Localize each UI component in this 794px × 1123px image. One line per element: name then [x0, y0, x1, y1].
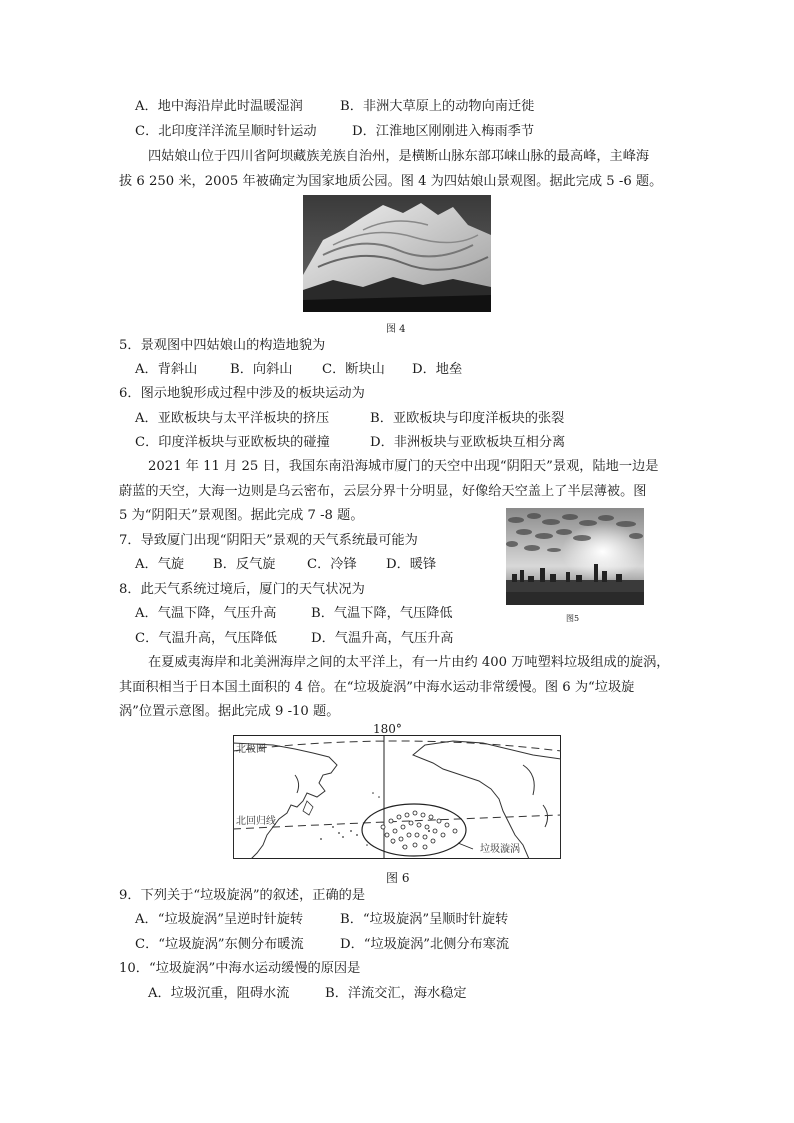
q8-option-b: B．气温下降，气压降低 — [311, 606, 453, 621]
q4-option-b: B．非洲大草原上的动物向南迁徙 — [340, 99, 535, 114]
intro-yinyang-line1: 2021 年 11 月 25 日，我国东南沿海城市厦门的天空中出现“阴阳天”景观，陆地一边是 — [148, 459, 659, 474]
intro-siguniang-line2: 拔 6 250 米，2005 年被确定为国家地质公园。图 4 为四姑娘山景观图。据此完成 5 -6 题。 — [119, 174, 663, 189]
q9-option-b: B．“垃圾旋涡”呈顺时针旋转 — [340, 912, 509, 927]
q5-option-b: B．向斜山 — [230, 362, 293, 377]
q8-stem: 8．此天气系统过境后，厦门的天气状况为 — [119, 582, 365, 597]
q8-option-c: C．气温升高，气压降低 — [135, 631, 277, 646]
q8-option-a: A．气温下降，气压升高 — [135, 606, 277, 621]
q10-option-b: B．洋流交汇，海水稳定 — [325, 986, 467, 1001]
q9-option-c: C．“垃圾旋涡”东侧分布暖流 — [135, 937, 304, 952]
q4-option-c: C．北印度洋洋流呈顺时针运动 — [135, 124, 317, 139]
q8-option-d: D．气温升高，气压升高 — [311, 631, 454, 646]
q10-stem: 10．“垃圾旋涡”中海水运动缓慢的原因是 — [119, 961, 361, 976]
fig6-tropic-label: 北回归线 — [236, 816, 276, 827]
q7-stem: 7．导致厦门出现“阴阳天”景观的天气系统最可能为 — [119, 533, 418, 548]
intro-yinyang-line3: 5 为“阴阳天”景观图。据此完成 7 -8 题。 — [119, 508, 364, 523]
q4-option-d: D．江淮地区刚刚进入梅雨季节 — [352, 124, 535, 139]
fig6-meridian-label: 180° — [373, 722, 402, 736]
fig4-mountain-photo — [303, 195, 491, 312]
q4-option-a: A．地中海沿岸此时温暖湿润 — [135, 99, 303, 114]
q5-stem: 5．景观图中四姑娘山的构造地貌为 — [119, 338, 326, 353]
q5-option-c: C．断块山 — [322, 362, 385, 377]
q6-option-c: C．印度洋板块与亚欧板块的碰撞 — [135, 435, 330, 450]
q10-option-a: A．垃圾沉重，阻碍水流 — [148, 986, 290, 1001]
q5-option-a: A．背斜山 — [135, 362, 198, 377]
q7-option-c: C．冷锋 — [307, 557, 357, 572]
q5-option-d: D．地垒 — [412, 362, 463, 377]
fig5-caption: 图5 — [566, 614, 580, 623]
q6-option-d: D．非洲板块与亚欧板块互相分离 — [370, 435, 566, 450]
q6-stem: 6．图示地貌形成过程中涉及的板块运动为 — [119, 386, 365, 401]
fig6-caption: 图 6 — [386, 871, 410, 885]
q6-option-b: B．亚欧板块与印度洋板块的张裂 — [370, 411, 565, 426]
q9-option-d: D．“垃圾旋涡”北侧分布寒流 — [340, 937, 510, 952]
intro-garbage-line1: 在夏威夷海岸和北美洲海岸之间的太平洋上，有一片由约 400 万吨塑料垃圾组成的旋涡， — [148, 655, 670, 670]
fig5-sky-photo — [506, 508, 644, 605]
q7-option-b: B．反气旋 — [213, 557, 276, 572]
q7-option-a: A．气旋 — [135, 557, 185, 572]
intro-siguniang-line1: 四姑娘山位于四川省阿坝藏族羌族自治州，是横断山脉东部邛崃山脉的最高峰，主峰海 — [148, 149, 650, 164]
q7-option-d: D．暖锋 — [386, 557, 437, 572]
fig6-arctic-circle-label: 北极圈 — [236, 744, 266, 755]
fig4-caption: 图 4 — [386, 324, 406, 335]
q9-option-a: A．“垃圾旋涡”呈逆时针旋转 — [135, 912, 304, 927]
intro-yinyang-line2: 蔚蓝的天空，大海一边则是乌云密布，云层分界十分明显，好像给天空盖上了半层薄被。图 — [119, 484, 647, 499]
fig6-gyre-label: 垃圾漩涡 — [480, 844, 520, 855]
q6-option-a: A．亚欧板块与太平洋板块的挤压 — [135, 411, 330, 426]
intro-garbage-line3: 涡”位置示意图。据此完成 9 -10 题。 — [119, 704, 340, 719]
q9-stem: 9．下列关于“垃圾旋涡”的叙述，正确的是 — [119, 888, 366, 903]
intro-garbage-line2: 其面积相当于日本国土面积的 4 倍。在“垃圾旋涡”中海水运动非常缓慢。图 6 为“垃圾旋 — [119, 680, 635, 695]
